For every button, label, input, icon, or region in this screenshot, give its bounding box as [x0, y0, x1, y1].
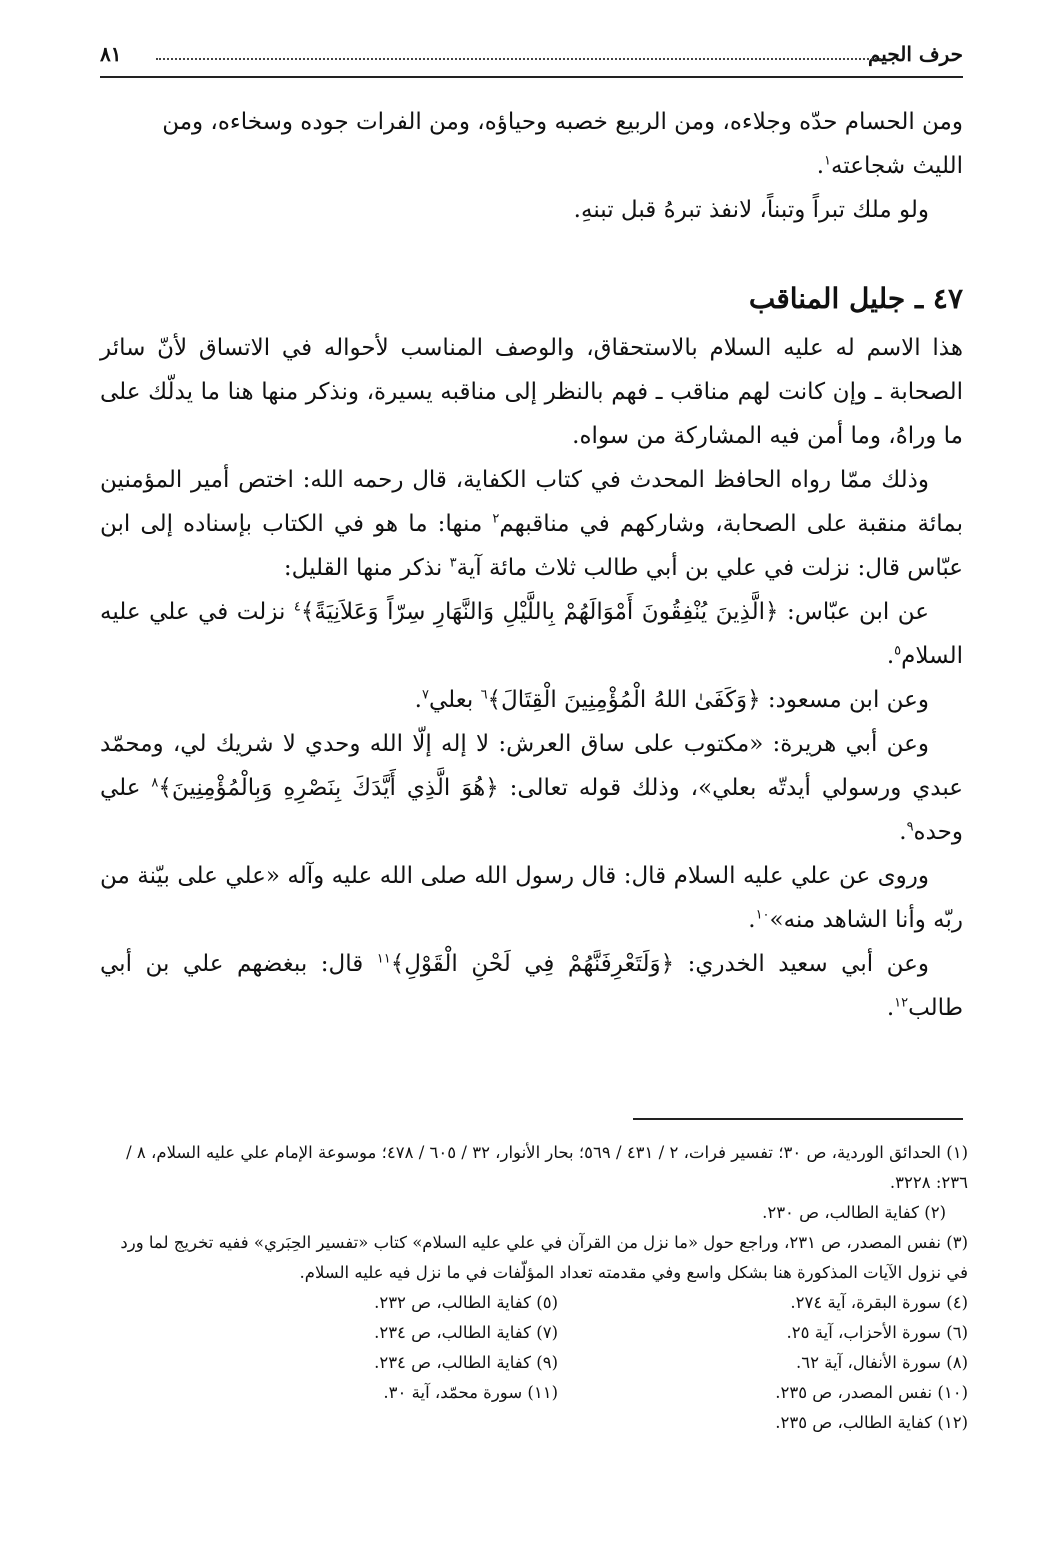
header-dot-leader	[156, 58, 881, 60]
paragraph-9-part-a: وعن أبي سعيد الخدري: ﴿وَلَتَعْرِفَنَّهُمْ فِي لَحْنِ الْقَوْلِ﴾	[390, 951, 930, 977]
footnote-1: (١) الحدائق الوردية، ص ٣٠؛ تفسير فرات، ٢ / ٤٣١ / ٥٦٩؛ بحار الأنوار، ٣٢ / ٦٠٥ / ٤٧٨؛ موسوعة الإمام علي عليه السلام، ٨ / ٢٣٦: ٣٢٢٨.	[126, 1143, 968, 1192]
paragraph-4-part-b: منها: ما هو في الكتاب بإسناده إلى ابن عبّاس قال: نزلت في علي بن أبي طالب ثلاث مائة آية	[100, 511, 963, 581]
footnote-ref-8[interactable]: ٨	[151, 775, 159, 791]
paragraph-4-part-c: نذكر منها القليل:	[283, 555, 443, 581]
paragraph-3: هذا الاسم له عليه السلام بالاستحقاق، والوصف المناسب لأحواله في الاتساق لأنّ سائر الصحابة ـ وإن كانت لهم مناقب ـ فهم بالنظر إلى مناقبه يسيرة، ونذكر منها هنا ما يدلّك على ما وراهُ، وما أمن فيه المشاركة من سواه.	[100, 335, 963, 449]
paragraph-4-part-a: وذلك ممّا رواه الحافظ المحدث في كتاب الكفاية، قال رحمه الله: اختص أمير المؤمنين بمائة منقبة على الصحابة، وشاركهم في مناقبهم	[100, 467, 963, 537]
main-text	[100, 100, 963, 1030]
paragraph-4	[100, 458, 963, 590]
running-header	[100, 42, 963, 78]
footnote-ref-2[interactable]: ٢	[492, 511, 500, 527]
paragraph-5-part-a: عن ابن عبّاس: ﴿الَّذِينَ يُنْفِقُونَ أَمْوَالَهُمْ بِاللَّيْلِ وَالنَّهَارِ سِرّاً وَعَلاَنِيَةً﴾	[300, 599, 930, 625]
paragraph-6-part-b: بعلي	[428, 687, 474, 713]
section-heading: ٤٧ ـ جليل المناقب	[748, 282, 963, 315]
paragraph-8: وروى عن علي عليه السلام قال: قال رسول الله صلى الله عليه وآله «علي على بيّنة من ربّه وأنا الشاهد منه»$^{١٠}$.	[100, 863, 963, 933]
footnote-ref-5[interactable]: ٥	[894, 643, 902, 659]
footnotes	[95, 1138, 968, 1438]
footnote-ref-11[interactable]: ١١	[376, 951, 391, 967]
section-spacer	[100, 232, 963, 276]
footnote-row-4-5	[95, 1288, 968, 1318]
footnote-12: (١٢) كفاية الطالب، ص ٢٣٥.	[775, 1413, 968, 1432]
footnote-ref-7[interactable]: ٧	[421, 687, 429, 703]
footnote-ref-3[interactable]: ٣	[449, 555, 457, 571]
paragraph-6: وعن ابن مسعود: ﴿وَكَفَىٰ اللهُ الْمُؤْمِنِينَ الْقِتَالَ﴾$^٦$ بعلي$^٧$.	[414, 687, 929, 713]
footnote-row-10-11	[95, 1378, 968, 1408]
footnote-2: (٢) كفاية الطالب، ص ٢٣٠.	[762, 1203, 946, 1222]
paragraph-7-part-a: وعن أبي هريرة: «مكتوب على ساق العرش: لا إله إلّا الله وحدي لا شريك لي، ومحمّد عبدي ورسولي أيدتّه بعلي»، وذلك قوله تعالى: ﴿هُوَ الَّذِي أَيَّدَكَ بِنَصْرِهِ وَبِالْمُؤْمِنِينَ﴾	[100, 731, 964, 801]
paragraph-5: عن ابن عبّاس: ﴿الَّذِينَ يُنْفِقُونَ أَمْوَالَهُمْ بِاللَّيْلِ وَالنَّهَارِ سِرّاً وَعَلاَنِيَةً﴾$^٤$ نزلت في علي عليه السلام$^٥$.	[100, 599, 963, 669]
page-number: ٨١	[100, 42, 125, 66]
footnote-4: (٤) سورة البقرة، آية ٢٧٤.	[790, 1293, 968, 1312]
paragraph-9-part-b: قال: ببغضهم علي بن أبي طالب	[100, 951, 963, 1021]
footnote-ref-6[interactable]: ٦	[480, 687, 488, 703]
footnote-ref-4[interactable]: ٤	[293, 599, 301, 615]
paragraph-7-part-b: علي وحده	[100, 775, 963, 845]
paragraph-5-part-b: نزلت في علي عليه السلام	[100, 599, 963, 669]
footnote-7: (٧) كفاية الطالب، ص ٢٣٤.	[374, 1323, 558, 1342]
footnote-8: (٨) سورة الأنفال، آية ٦٢.	[796, 1353, 968, 1372]
footnote-ref-12[interactable]: ١٢	[894, 995, 909, 1011]
footnote-5: (٥) كفاية الطالب، ص ٢٣٢.	[374, 1293, 558, 1312]
footnote-separator	[633, 1118, 963, 1120]
paragraph-7: وعن أبي هريرة: «مكتوب على ساق العرش: لا إله إلّا الله وحدي لا شريك لي، ومحمّد عبدي ورسولي أيدتّه بعلي»، وذلك قوله تعالى: ﴿هُوَ الَّذِي أَيَّدَكَ بِنَصْرِهِ وَبِالْمُؤْمِنِينَ﴾$^٨$ علي وحده$^٩$.	[100, 731, 964, 845]
footnote-ref-10[interactable]: ١٠	[755, 907, 770, 923]
paragraph-2: ولو ملك تبراً وتبناً، لانفذ تبرهُ قبل تبنهِ.	[573, 197, 929, 223]
footnote-10: (١٠) نفس المصدر، ص ٢٣٥.	[775, 1383, 968, 1402]
paragraph-1: ومن الحسام حدّه وجلاءه، ومن الربيع خصبه وحياؤه، ومن الفرات جوده وسخاءه، ومن الليث شجاعته$^١$.	[162, 109, 963, 179]
footnote-row-12	[95, 1408, 968, 1438]
paragraph-1-line-2: الليث شجاعته	[831, 153, 963, 179]
footnote-ref-9[interactable]: ٩	[906, 819, 914, 835]
paragraph-1-line-1: ومن الحسام حدّه وجلاءه، ومن الربيع خصبه وحياؤه، ومن الفرات جوده وسخاءه، ومن	[162, 109, 963, 135]
footnote-ref-1[interactable]: ١	[824, 153, 832, 169]
footnote-row-6-7	[95, 1318, 968, 1348]
footnote-3: (٣) نفس المصدر، ص ٢٣١، وراجع حول «ما نزل من القرآن في علي عليه السلام» كتاب «تفسير الحِبَري» ففيه تخريج لما ورد في نزول الآيات المذكورة هنا بشكل واسع وفي مقدمته تعداد المؤلّفات في ما نزل فيه عليه السلام.	[120, 1233, 968, 1282]
paragraph-8-part-a: وروى عن علي عليه السلام قال: قال رسول الله صلى الله عليه وآله «علي على بيّنة من ربّه وأنا الشاهد منه»	[100, 863, 963, 933]
footnote-9: (٩) كفاية الطالب، ص ٢٣٤.	[374, 1353, 558, 1372]
footnote-11: (١١) سورة محمّد، آية ٣٠.	[383, 1383, 558, 1402]
paragraph-6-part-a: وعن ابن مسعود: ﴿وَكَفَىٰ اللهُ الْمُؤْمِنِينَ الْقِتَالَ﴾	[487, 687, 929, 713]
paragraph-9: وعن أبي سعيد الخدري: ﴿وَلَتَعْرِفَنَّهُمْ فِي لَحْنِ الْقَوْلِ﴾$^{١١}$ قال: ببغضهم علي بن أبي طالب$^{١٢}$.	[100, 951, 963, 1021]
footnote-row-8-9	[95, 1348, 968, 1378]
footnote-6: (٦) سورة الأحزاب، آية ٢٥.	[786, 1323, 968, 1342]
chapter-title: حرف الجيم	[864, 42, 963, 66]
